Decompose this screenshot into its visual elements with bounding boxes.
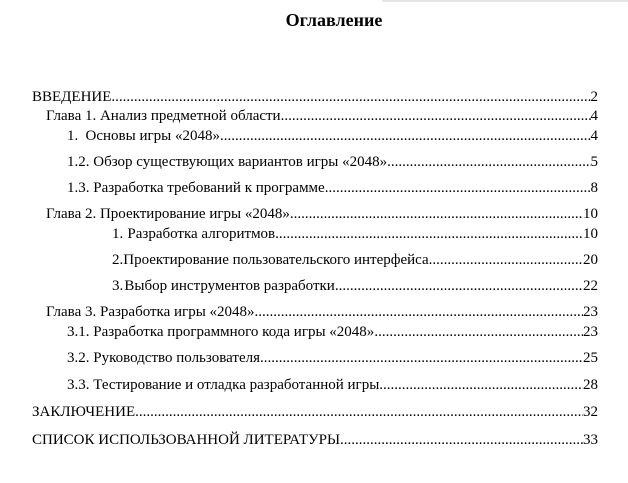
toc-entry-page: 22	[583, 278, 598, 294]
toc-dot-leader	[335, 277, 583, 295]
toc-entry[interactable]	[112, 251, 598, 269]
toc-dot-leader	[220, 127, 591, 145]
toc-entry-page: 4	[590, 128, 598, 144]
toc-entry-page: 33	[583, 432, 598, 448]
toc-entry-page: 23	[583, 324, 598, 340]
toc-dot-leader	[281, 107, 591, 125]
toc-dot-leader	[111, 88, 590, 106]
toc-entry-label: 1.2. Обзор существующих вариантов игры «2048»	[67, 154, 388, 170]
toc-dot-leader	[260, 349, 583, 367]
toc-entry[interactable]	[67, 376, 598, 394]
toc-entry[interactable]	[67, 349, 598, 367]
toc-entry-label: Проектирование пользовательского интерфейса	[123, 252, 429, 268]
toc-entry[interactable]	[46, 205, 598, 223]
toc-entry-label: 3.3. Тестирование и отладка разработанной игры	[67, 377, 380, 393]
toc-entry[interactable]	[112, 225, 598, 243]
toc-entry-label: Основы игры «2048»	[85, 128, 220, 144]
toc-entry-page: 23	[583, 304, 598, 320]
toc-entry-page: 4	[590, 108, 598, 124]
toc-entry-page: 20	[583, 252, 598, 268]
toc-entry[interactable]	[67, 127, 598, 145]
toc-entry-page: 10	[583, 206, 598, 222]
toc-dot-leader	[325, 179, 591, 197]
toc-entry-label: Глава 2. Проектирование игры «2048»	[46, 206, 290, 222]
toc-entry-label: Разработка алгоритмов	[127, 226, 276, 242]
toc-entry-label: Глава 3. Разработка игры «2048»	[46, 304, 255, 320]
toc-dot-leader	[379, 376, 583, 394]
toc-dot-leader	[290, 205, 583, 223]
toc-entry-label: СПИСОК ИСПОЛЬЗОВАННОЙ ЛИТЕРАТУРЫ	[32, 432, 341, 448]
toc-dot-leader	[340, 431, 583, 449]
top-divider	[382, 0, 628, 2]
toc-entry[interactable]	[67, 323, 598, 341]
toc-entry-label: 3.1. Разработка программного кода игры «2048»	[67, 324, 375, 340]
toc-entry-number: 2.	[112, 252, 124, 268]
toc-dot-leader	[135, 403, 583, 421]
toc-entry-page: 2	[590, 89, 598, 105]
toc-entry-label: 3.2. Руководство пользователя	[67, 350, 260, 366]
toc-entry-number: 3.	[112, 278, 124, 294]
toc-entry[interactable]	[112, 277, 598, 295]
toc-title: Оглавление	[285, 10, 383, 30]
toc-entry-label: 1.3. Разработка требований к программе	[67, 180, 325, 196]
toc-entry-page: 28	[583, 377, 598, 393]
toc-entry-page: 5	[590, 154, 598, 170]
toc-entry[interactable]	[32, 88, 598, 106]
toc-entry[interactable]	[67, 179, 598, 197]
toc-entry[interactable]	[67, 153, 598, 171]
toc-entry[interactable]	[46, 303, 598, 321]
toc-entry-label: Глава 1. Анализ предметной области	[46, 108, 281, 124]
toc-dot-leader	[275, 225, 583, 243]
toc-entry-page: 8	[590, 180, 598, 196]
toc-entry-label: ЗАКЛЮЧЕНИЕ	[32, 404, 136, 420]
toc-dot-leader	[429, 251, 583, 269]
toc-entry-number: 1.	[67, 128, 79, 144]
toc-dot-leader	[255, 303, 583, 321]
toc-entry-label: Выбор инструментов разработки	[124, 278, 335, 294]
toc-entry[interactable]	[32, 403, 598, 421]
toc-entry[interactable]	[32, 431, 598, 449]
toc-entry-label: ВВЕДЕНИЕ	[32, 89, 112, 105]
toc-entry-number: 1.	[112, 226, 124, 242]
toc-dot-leader	[387, 153, 590, 171]
toc-entry-page: 32	[583, 404, 598, 420]
toc-entry-page: 25	[583, 350, 598, 366]
toc-entry-page: 10	[583, 226, 598, 242]
toc-entry[interactable]	[46, 107, 598, 125]
toc-dot-leader	[374, 323, 583, 341]
